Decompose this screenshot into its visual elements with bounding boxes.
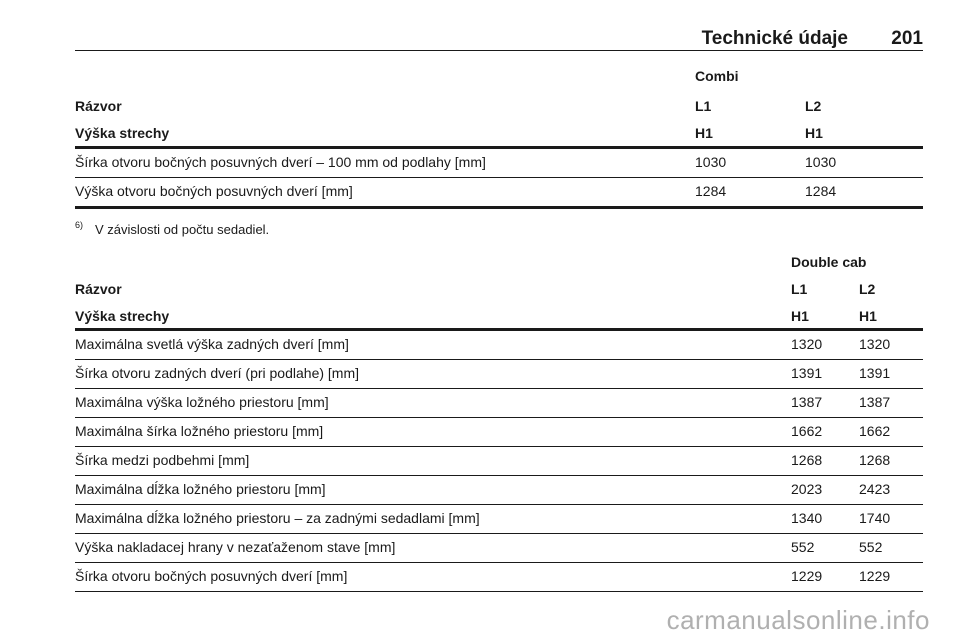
table-row — [75, 505, 923, 533]
row-value-1: 1387 — [791, 394, 823, 410]
table-row — [75, 418, 923, 446]
footnote-text: V závislosti od počtu sedadiel. — [95, 222, 270, 237]
wheelbase-value-1: L1 — [695, 98, 712, 114]
table-row — [75, 178, 923, 206]
row-label: Výška nakladacej hrany v nezaťaženom stave [mm] — [75, 539, 396, 555]
roof-value-1: H1 — [695, 125, 713, 141]
wheelbase-label: Rázvor — [75, 281, 122, 297]
footnote-marker: 6) — [75, 220, 84, 230]
row-label: Maximálna výška ložného priestoru [mm] — [75, 394, 329, 410]
row-value-1: 1320 — [791, 336, 823, 352]
roof-height-label: Výška strechy — [75, 308, 170, 324]
row-value-2: 2423 — [859, 481, 891, 497]
row-value-1: 1284 — [695, 183, 727, 199]
row-label: Šírka otvoru bočných posuvných dverí – 100 mm od podlahy [mm] — [75, 154, 486, 170]
row-value-2: 552 — [859, 539, 883, 555]
combi-table — [75, 68, 923, 210]
row-value-2: 1030 — [805, 154, 837, 170]
row-label: Šírka otvoru bočných posuvných dverí [mm] — [75, 568, 348, 584]
row-label: Výška otvoru bočných posuvných dverí [mm] — [75, 183, 353, 199]
row-label: Šírka otvoru zadných dverí (pri podlahe) [mm] — [75, 365, 360, 381]
table-rule — [75, 591, 923, 592]
double-cab-table — [75, 254, 923, 594]
row-label: Maximálna šírka ložného priestoru [mm] — [75, 423, 324, 439]
watermark: carmanualsonline.info — [666, 605, 930, 635]
footnote — [75, 222, 269, 237]
row-value-1: 1662 — [791, 423, 823, 439]
row-value-2: 1391 — [859, 365, 891, 381]
row-value-1: 1268 — [791, 452, 823, 468]
row-value-2: 1268 — [859, 452, 891, 468]
table-row — [75, 476, 923, 504]
wheelbase-value-1: L1 — [791, 281, 808, 297]
roof-value-2: H1 — [859, 308, 877, 324]
row-value-1: 552 — [791, 539, 815, 555]
page-number: 201 — [891, 28, 923, 49]
row-value-2: 1229 — [859, 568, 891, 584]
row-value-1: 1391 — [791, 365, 823, 381]
row-value-2: 1740 — [859, 510, 891, 526]
wheelbase-label: Rázvor — [75, 98, 122, 114]
row-value-2: 1387 — [859, 394, 891, 410]
table-row — [75, 331, 923, 359]
roof-value-1: H1 — [791, 308, 809, 324]
page-title: Technické údaje — [701, 28, 848, 49]
row-label: Šírka medzi podbehmi [mm] — [75, 452, 250, 468]
table-row — [75, 563, 923, 591]
table-row — [75, 447, 923, 475]
row-label: Maximálna dĺžka ložného priestoru [mm] — [75, 481, 326, 497]
roof-value-2: H1 — [805, 125, 823, 141]
row-value-2: 1320 — [859, 336, 891, 352]
row-value-1: 1229 — [791, 568, 823, 584]
wheelbase-value-2: L2 — [859, 281, 876, 297]
row-value-1: 2023 — [791, 481, 823, 497]
wheelbase-value-2: L2 — [805, 98, 822, 114]
roof-height-label: Výška strechy — [75, 125, 170, 141]
table-row — [75, 534, 923, 562]
row-label: Maximálna dĺžka ložného priestoru – za zadnými sedadlami [mm] — [75, 510, 480, 526]
row-value-1: 1340 — [791, 510, 823, 526]
row-value-2: 1284 — [805, 183, 837, 199]
row-value-1: 1030 — [695, 154, 727, 170]
double-cab-group-label: Double cab — [791, 254, 867, 270]
table-row — [75, 360, 923, 388]
table-row — [75, 389, 923, 417]
page-header — [75, 26, 923, 51]
table-rule — [75, 206, 923, 209]
table-row — [75, 149, 923, 177]
row-value-2: 1662 — [859, 423, 891, 439]
row-label: Maximálna svetlá výška zadných dverí [mm] — [75, 336, 349, 352]
combi-group-label: Combi — [695, 68, 739, 84]
